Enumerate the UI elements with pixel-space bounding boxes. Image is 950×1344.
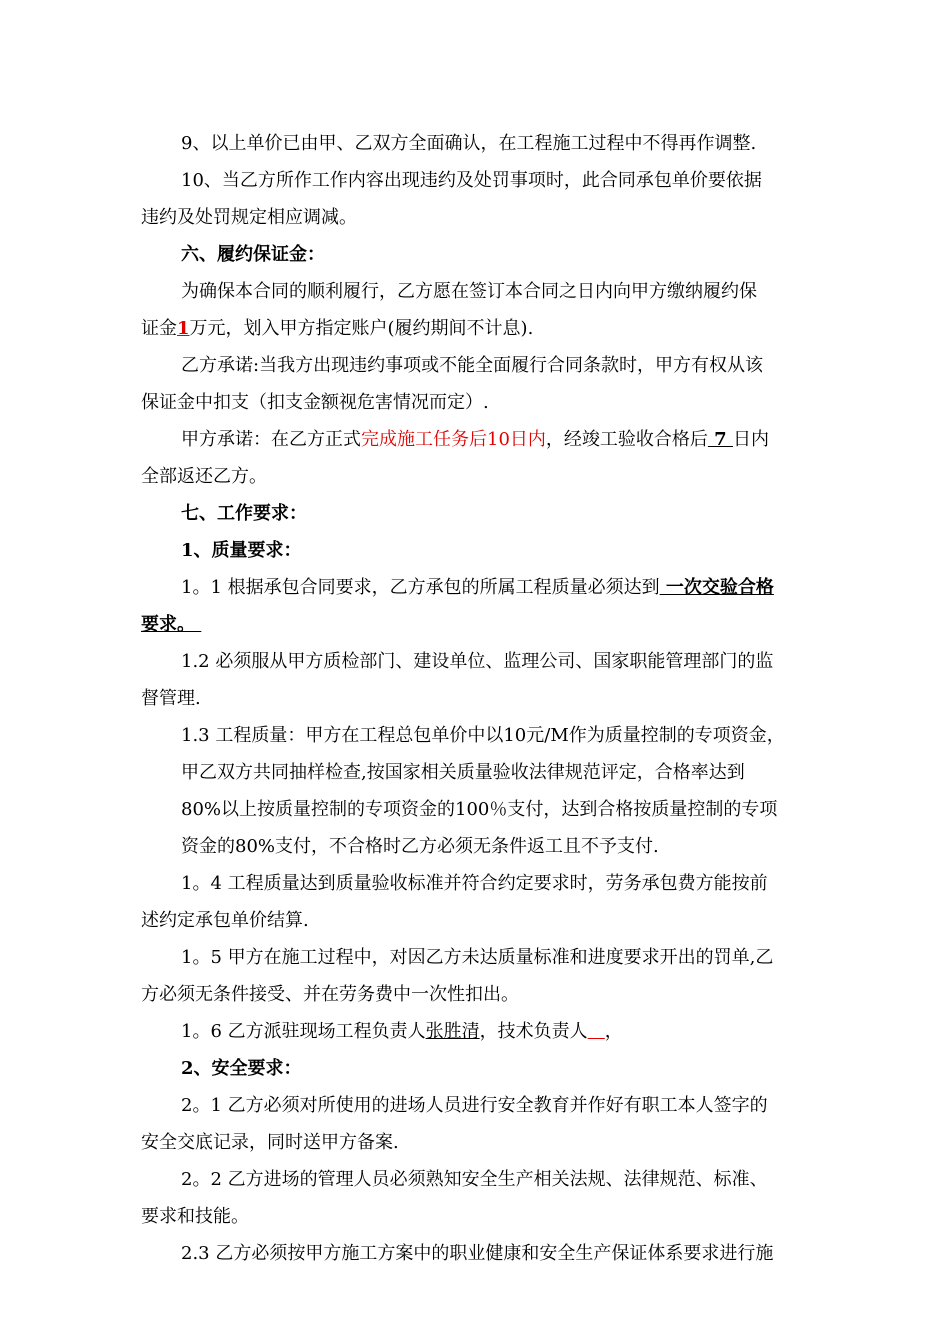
clause-1-1-standard: 一次交验合格 <box>659 577 774 598</box>
party-a-promise-text3: 日内 <box>732 429 769 450</box>
quality-heading: 1、质量要求： <box>181 540 302 561</box>
section-6-heading: 六、履约保证金： <box>181 244 325 265</box>
clause-1-4-line2: 述约定承包单价结算. <box>141 910 309 931</box>
clause-1-3-line1: 1.3 工程质量：甲方在工程总包单价中以10元/M作为质量控制的专项资金， <box>181 725 785 746</box>
clause-1-6-text3: ， <box>604 1021 623 1042</box>
safety-heading: 2、安全要求： <box>181 1058 302 1079</box>
party-a-promise-deadline: 完成施工任务后10日内 <box>361 429 546 450</box>
clause-2-2-line2: 要求和技能。 <box>141 1206 249 1227</box>
tech-manager-blank <box>588 1020 605 1044</box>
clause-1-5-line1: 1。5 甲方在施工过程中，对因乙方未达质量标准和进度要求开出的罚单,乙 <box>181 947 774 968</box>
party-b-promise-line1: 乙方承诺:当我方出现违约事项或不能全面履行合同条款时，甲方有权从该 <box>181 355 764 376</box>
party-b-promise-line2: 保证金中扣支（扣支金额视危害情况而定）. <box>141 392 489 413</box>
section-7-heading: 七、工作要求： <box>181 503 307 524</box>
party-a-promise-line2: 全部返还乙方。 <box>141 466 267 487</box>
clause-1-6-text2: ，技术负责人 <box>479 1021 588 1042</box>
site-manager-name: 张胜清 <box>425 1021 480 1042</box>
clause-1-6 <box>181 1020 623 1044</box>
clause-10-line1: 10、当乙方所作工作内容出现违约及处罚事项时，此合同承包单价要依据 <box>181 170 762 191</box>
deposit-label: 证金 <box>141 318 177 339</box>
deposit-amount: 1 <box>177 318 190 339</box>
clause-1-4-line1: 1。4 工程质量达到质量验收标准并符合约定要求时，劳务承包费方能按前 <box>181 873 768 894</box>
clause-2-3-line1: 2.3 乙方必须按甲方施工方案中的职业健康和安全生产保证体系要求进行施 <box>181 1243 774 1264</box>
clause-1-1-line1 <box>181 576 774 600</box>
deposit-line2 <box>141 317 533 341</box>
party-a-promise-text2: ，经竣工验收合格后 <box>545 429 708 450</box>
party-a-promise-line1 <box>181 428 769 452</box>
clause-9: 9、以上单价已由甲、乙双方全面确认，在工程施工过程中不得再作调整. <box>181 133 757 154</box>
clause-10-line2: 违约及处罚规定相应调减。 <box>141 207 357 228</box>
clause-1-5-line2: 方必须无条件接受、并在劳务费中一次性扣出。 <box>141 984 519 1005</box>
party-a-promise-text: 甲方承诺：在乙方正式 <box>181 429 361 450</box>
clause-1-3-line2: 甲乙双方共同抽样检查,按国家相关质量验收法律规范评定，合格率达到 <box>181 762 745 783</box>
clause-1-6-text: 1。6 乙方派驻现场工程负责人 <box>181 1021 426 1042</box>
clause-1-3-line4: 资金的80%支付，不合格时乙方必须无条件返工且不予支付. <box>181 836 659 857</box>
clause-1-1-line2: 要求。 <box>141 614 202 635</box>
clause-1-2-line1: 1.2 必须服从甲方质检部门、建设单位、监理公司、国家职能管理部门的监 <box>181 651 774 672</box>
clause-1-3-line3: 80%以上按质量控制的专项资金的100％支付，达到合格按质量控制的专项 <box>181 799 778 820</box>
clause-1-2-line2: 督管理. <box>141 688 201 709</box>
return-days: 7 <box>707 429 733 450</box>
clause-2-1-line2: 安全交底记录，同时送甲方备案. <box>141 1132 399 1153</box>
deposit-text: 万元，划入甲方指定账户(履约期间不计息). <box>189 318 534 339</box>
clause-1-1-text: 1。1 根据承包合同要求，乙方承包的所属工程质量必须达到 <box>181 577 660 598</box>
deposit-line1: 为确保本合同的顺利履行，乙方愿在签订本合同之日内向甲方缴纳履约保 <box>181 281 757 302</box>
clause-2-2-line1: 2。2 乙方进场的管理人员必须熟知安全生产相关法规、法律规范、标准、 <box>181 1169 768 1190</box>
clause-2-1-line1: 2。1 乙方必须对所使用的进场人员进行安全教育并作好有职工本人签字的 <box>181 1095 768 1116</box>
